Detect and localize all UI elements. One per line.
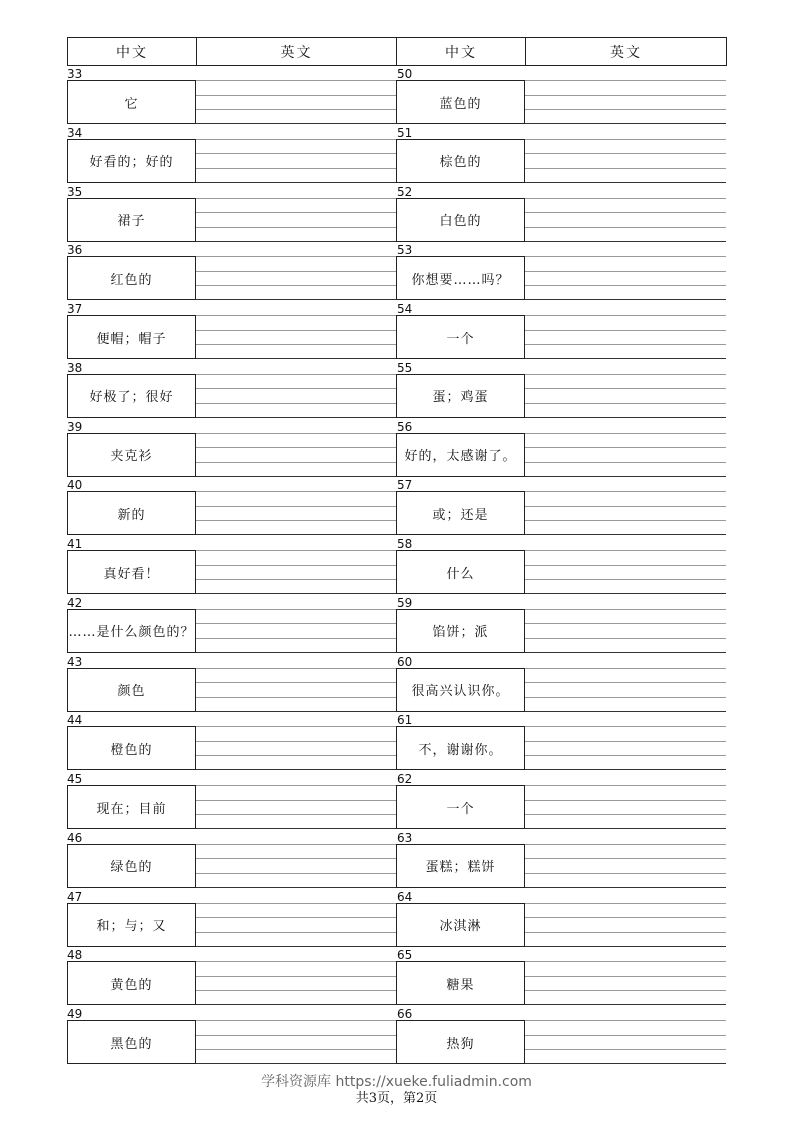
writing-line [525,80,726,81]
writing-line [196,299,397,300]
writing-line [196,227,397,228]
chinese-term-box: 蛋；鸡蛋 [396,374,525,418]
item-number: 50 [397,67,413,81]
writing-line [196,623,397,624]
item-number: 64 [397,889,413,904]
writing-line [196,976,397,977]
chinese-term-box: 或；还是 [396,491,525,535]
chinese-term-box: 蓝色的 [396,80,525,124]
chinese-term-box: 绿色的 [67,844,196,888]
writing-line [525,198,726,199]
writing-line [525,241,726,242]
english-answer-lines[interactable] [196,668,397,712]
english-answer-lines[interactable] [196,903,397,947]
chinese-term-box: 红色的 [67,256,196,300]
english-answer-lines[interactable] [525,315,726,359]
writing-line [196,139,397,140]
writing-line [196,520,397,521]
english-answer-lines[interactable] [525,80,726,124]
writing-line [525,623,726,624]
writing-line [196,550,397,551]
item-number: 57 [397,478,413,493]
writing-line [196,828,397,829]
chinese-term-box: 和；与；又 [67,903,196,947]
chinese-term-box: 黑色的 [67,1020,196,1064]
item-number: 46 [67,830,83,845]
writing-line [525,800,726,801]
writing-line [525,711,726,712]
writing-line [525,491,726,492]
chinese-term-box: 颜色 [67,668,196,712]
chinese-term-box: ……是什么颜色的？ [67,609,196,653]
writing-line [525,917,726,918]
item-number: 49 [67,1007,83,1021]
writing-line [196,374,397,375]
writing-line [196,315,397,316]
chinese-term-box: 不，谢谢你。 [396,726,525,770]
item-number: 37 [67,302,83,316]
english-answer-lines[interactable] [525,374,726,418]
item-number: 52 [397,184,413,199]
writing-line [196,755,397,756]
writing-line [525,476,726,477]
item-number: 60 [397,654,413,669]
writing-line [525,903,726,904]
writing-line [196,800,397,801]
writing-line [525,990,726,991]
english-answer-lines[interactable] [196,80,397,124]
footer-page-number: 共3页，第2页 [355,1091,438,1106]
writing-line [196,887,397,888]
chinese-term-box: 夹克衫 [67,433,196,477]
writing-line [196,990,397,991]
item-number: 39 [67,419,83,434]
chinese-term-box: 现在；目前 [67,785,196,829]
writing-line [525,330,726,331]
chinese-term-box: 好的，太感谢了。 [396,433,525,477]
english-answer-lines[interactable] [525,139,726,183]
item-number: 59 [397,595,413,610]
item-number: 48 [67,948,83,963]
writing-line [196,652,397,653]
writing-line [525,579,726,580]
writing-line [196,241,397,242]
english-answer-lines[interactable] [525,844,726,888]
writing-line [525,462,726,463]
writing-line [196,403,397,404]
item-number: 66 [397,1007,413,1021]
chinese-term-box: 白色的 [396,198,525,242]
item-number: 47 [67,889,83,904]
item-number: 53 [397,243,413,258]
english-answer-lines[interactable] [525,491,726,535]
writing-line [196,168,397,169]
item-number: 61 [397,713,413,728]
writing-line [196,682,397,683]
writing-line [525,932,726,933]
item-number: 36 [67,243,83,258]
item-number: 45 [67,772,83,786]
header-chinese-left: 中文 [67,37,197,66]
chinese-term-box: 它 [67,80,196,124]
english-answer-lines[interactable] [196,844,397,888]
writing-line [196,212,397,213]
item-number: 35 [67,184,83,199]
writing-line [525,873,726,874]
writing-line [196,844,397,845]
english-answer-lines[interactable] [196,1020,397,1064]
english-answer-lines[interactable] [196,785,397,829]
writing-line [196,609,397,610]
writing-line [525,153,726,154]
footer-source-link[interactable]: 学科资源库 https://xueke.fuliadmin.com [261,1074,532,1090]
writing-line [196,741,397,742]
writing-line [525,299,726,300]
header-english-left: 英文 [196,37,397,66]
english-answer-lines[interactable] [525,903,726,947]
english-answer-lines[interactable] [196,609,397,653]
item-number: 44 [67,713,83,728]
writing-line [196,95,397,96]
writing-line [525,285,726,286]
chinese-term-box: 冰淇淋 [396,903,525,947]
writing-line [196,785,397,786]
chinese-term-box: 一个 [396,315,525,359]
writing-line [525,388,726,389]
chinese-term-box: 裙子 [67,198,196,242]
writing-line [525,433,726,434]
writing-line [525,638,726,639]
english-answer-lines[interactable] [196,374,397,418]
writing-line [196,447,397,448]
item-number: 40 [67,478,83,493]
english-answer-lines[interactable] [196,433,397,477]
writing-line [525,726,726,727]
writing-line [196,1035,397,1036]
item-number: 42 [67,595,83,610]
chinese-term-box: 很高兴认识你。 [396,668,525,712]
item-number: 41 [67,537,83,551]
item-number: 33 [67,67,83,81]
writing-line [525,168,726,169]
english-answer-lines[interactable] [196,550,397,594]
writing-line [196,271,397,272]
writing-line [525,814,726,815]
writing-line [525,271,726,272]
writing-line [196,417,397,418]
item-number: 56 [397,419,413,434]
english-answer-lines[interactable] [525,726,726,770]
writing-line [196,726,397,727]
writing-line [525,506,726,507]
item-number: 34 [67,125,83,140]
writing-line [196,153,397,154]
header-chinese-right: 中文 [396,37,526,66]
chinese-term-box: 你想要……吗？ [396,256,525,300]
chinese-term-box: 新的 [67,491,196,535]
chinese-term-box: 蛋糕；糕饼 [396,844,525,888]
english-answer-lines[interactable] [525,961,726,1005]
writing-line [525,946,726,947]
english-answer-lines[interactable] [525,198,726,242]
writing-line [525,887,726,888]
writing-line [525,520,726,521]
writing-line [196,80,397,81]
english-answer-lines[interactable] [525,668,726,712]
english-answer-lines[interactable] [196,256,397,300]
writing-line [525,682,726,683]
writing-line [196,903,397,904]
writing-line [196,565,397,566]
writing-line [196,534,397,535]
writing-line [525,858,726,859]
writing-line [196,946,397,947]
writing-line [525,344,726,345]
english-answer-lines[interactable] [196,726,397,770]
writing-line [196,1020,397,1021]
item-number: 38 [67,360,83,375]
writing-line [196,961,397,962]
item-number: 55 [397,360,413,375]
writing-line [525,182,726,183]
english-answer-lines[interactable] [525,609,726,653]
writing-line [196,668,397,669]
writing-line [525,755,726,756]
writing-line [196,109,397,110]
writing-line [196,256,397,257]
writing-line [196,579,397,580]
item-number: 63 [397,830,413,845]
writing-line [196,858,397,859]
writing-line [525,593,726,594]
writing-line [196,433,397,434]
writing-line [525,961,726,962]
english-answer-lines[interactable] [525,550,726,594]
writing-line [196,182,397,183]
writing-line [196,330,397,331]
writing-line [525,697,726,698]
english-answer-lines[interactable] [525,433,726,477]
writing-line [196,491,397,492]
item-number: 65 [397,948,413,963]
writing-line [196,814,397,815]
writing-line [196,1004,397,1005]
writing-line [525,652,726,653]
writing-line [525,123,726,124]
writing-line [196,769,397,770]
writing-line [196,932,397,933]
writing-line [196,506,397,507]
item-number: 51 [397,125,413,140]
item-number: 54 [397,302,413,316]
writing-line [196,462,397,463]
english-answer-lines[interactable] [196,139,397,183]
writing-line [525,315,726,316]
writing-line [196,873,397,874]
writing-line [196,476,397,477]
chinese-term-box: 一个 [396,785,525,829]
writing-line [196,358,397,359]
writing-line [525,417,726,418]
writing-line [196,1063,397,1064]
writing-line [525,1035,726,1036]
writing-line [525,403,726,404]
writing-line [525,844,726,845]
writing-line [525,1049,726,1050]
chinese-term-box: 便帽；帽子 [67,315,196,359]
writing-line [196,123,397,124]
chinese-term-box: 真好看！ [67,550,196,594]
writing-line [525,374,726,375]
header-english-right: 英文 [525,37,727,66]
writing-line [196,593,397,594]
chinese-term-box: 黄色的 [67,961,196,1005]
writing-line [196,917,397,918]
english-answer-lines[interactable] [196,198,397,242]
chinese-term-box: 好看的；好的 [67,139,196,183]
english-answer-lines[interactable] [525,256,726,300]
chinese-term-box: 好极了；很好 [67,374,196,418]
writing-line [196,344,397,345]
chinese-term-box: 什么 [396,550,525,594]
english-answer-lines[interactable] [196,491,397,535]
writing-line [525,769,726,770]
writing-line [525,227,726,228]
writing-line [196,697,397,698]
chinese-term-box: 橙色的 [67,726,196,770]
writing-line [196,711,397,712]
english-answer-lines[interactable] [196,961,397,1005]
chinese-term-box: 馅饼；派 [396,609,525,653]
writing-line [525,212,726,213]
writing-line [525,1004,726,1005]
writing-line [525,534,726,535]
writing-line [525,447,726,448]
english-answer-lines[interactable] [196,315,397,359]
writing-line [525,828,726,829]
writing-line [525,256,726,257]
writing-line [525,609,726,610]
writing-line [525,139,726,140]
item-number: 58 [397,537,413,551]
writing-line [525,95,726,96]
chinese-term-box: 糖果 [396,961,525,1005]
writing-line [525,1020,726,1021]
writing-line [525,785,726,786]
writing-line [525,109,726,110]
item-number: 62 [397,772,413,786]
writing-line [525,565,726,566]
chinese-term-box: 热狗 [396,1020,525,1064]
writing-line [525,668,726,669]
writing-line [525,976,726,977]
writing-line [196,1049,397,1050]
writing-line [525,741,726,742]
english-answer-lines[interactable] [525,785,726,829]
writing-line [196,198,397,199]
item-number: 43 [67,654,83,669]
english-answer-lines[interactable] [525,1020,726,1064]
writing-line [196,285,397,286]
writing-line [196,388,397,389]
chinese-term-box: 棕色的 [396,139,525,183]
writing-line [196,638,397,639]
writing-line [525,1063,726,1064]
writing-line [525,358,726,359]
writing-line [525,550,726,551]
